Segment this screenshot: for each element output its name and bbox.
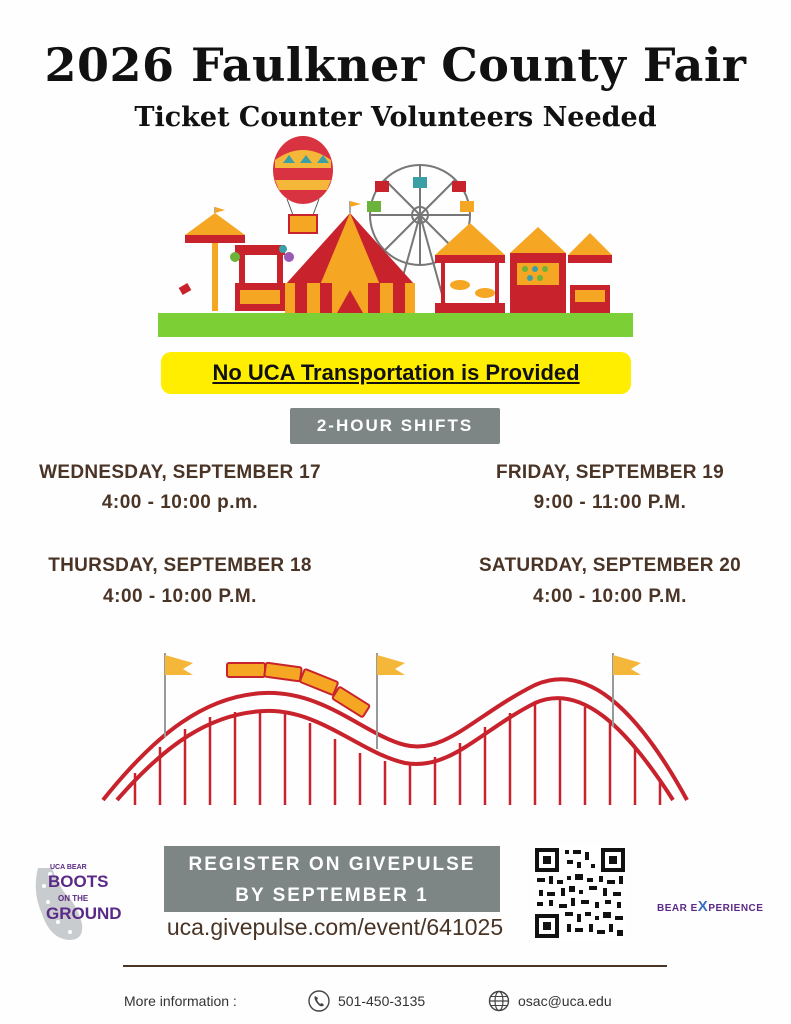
register-line: BY SEPTEMBER 1 (235, 885, 429, 906)
phone-icon (308, 990, 330, 1012)
email-address[interactable]: osac@uca.edu (518, 993, 612, 1009)
booth-icon (510, 227, 566, 313)
globe-icon (488, 990, 510, 1012)
more-info-label: More information : (124, 993, 237, 1009)
logo-text: BOOTS (48, 872, 109, 891)
booth-icon (230, 245, 294, 311)
phone-number[interactable]: 501-450-3135 (338, 993, 426, 1009)
coaster-car-icon (227, 663, 370, 718)
shifts-badge: 2-HOUR SHIFTS (290, 408, 500, 444)
carousel-icon (435, 223, 505, 313)
schedule-time: 4:00 - 10:00 p.m. (101, 492, 259, 513)
schedule-day: FRIDAY, SEPTEMBER 19 (495, 462, 725, 483)
logo-text: GROUND (46, 904, 122, 923)
logo-text: PERIENCE (708, 903, 764, 914)
schedule-time: 4:00 - 10:00 P.M. (533, 586, 687, 607)
register-banner (164, 846, 500, 912)
bear-experience-logo (657, 898, 763, 915)
schedule-day: THURSDAY, SEPTEMBER 18 (48, 555, 312, 576)
event-url-link[interactable]: uca.givepulse.com/event/641025 (166, 914, 504, 940)
logo-small-text: UCA BEAR (50, 864, 87, 871)
logo-text: ON THE (58, 894, 89, 903)
qr-code-icon[interactable] (533, 846, 627, 940)
logo-text: BEAR E (657, 903, 698, 914)
logo-text: X (697, 898, 709, 915)
schedule-day: WEDNESDAY, SEPTEMBER 17 (39, 462, 321, 483)
carnival-illustration (155, 135, 635, 340)
footer-divider (123, 965, 667, 967)
schedule-day: SATURDAY, SEPTEMBER 20 (478, 555, 742, 576)
schedule-time: 4:00 - 10:00 P.M. (103, 586, 257, 607)
page-title: 2026 Faulkner County Fair (44, 38, 747, 92)
schedule-time: 9:00 - 11:00 P.M. (533, 492, 687, 513)
boots-on-the-ground-logo (28, 862, 122, 944)
tent-icon (568, 233, 612, 313)
hot-air-balloon-icon (273, 136, 333, 233)
transportation-notice: No UCA Transportation is Provided (161, 352, 631, 394)
page-subtitle: Ticket Counter Volunteers Needed (134, 102, 657, 133)
register-line: REGISTER ON GIVEPULSE (188, 854, 476, 875)
roller-coaster-illustration (95, 645, 695, 815)
